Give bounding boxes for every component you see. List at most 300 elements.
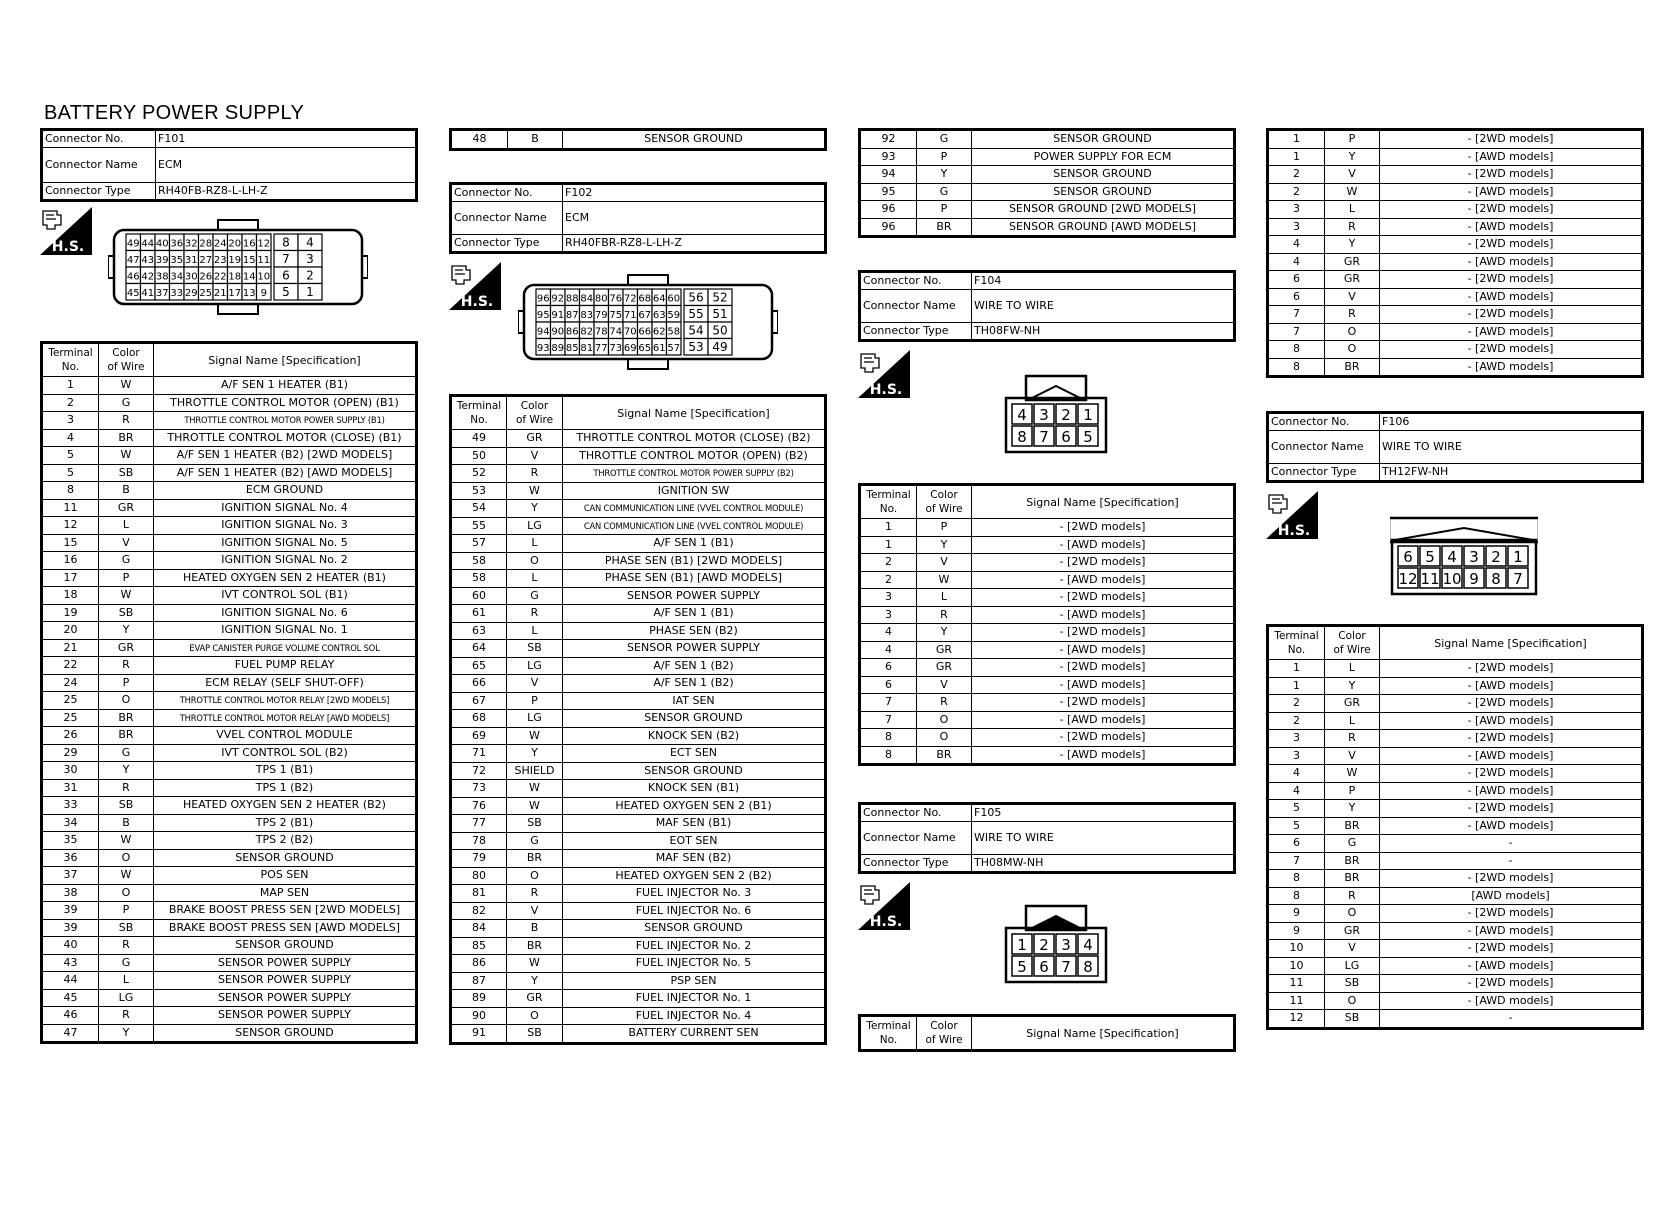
wire-color-cell: O [99, 849, 154, 867]
terminal-cell: 15 [42, 534, 99, 552]
signal-cell: FUEL INJECTOR No. 5 [563, 955, 826, 973]
pin-number: 61 [652, 343, 666, 354]
wire-color-cell: O [507, 1007, 563, 1025]
table-row [451, 605, 826, 623]
terminal-cell: 22 [42, 657, 99, 675]
signal-cell: FUEL INJECTOR No. 3 [563, 885, 826, 903]
table-row [42, 674, 417, 692]
table-row [1268, 148, 1643, 166]
f106-connector-info [1266, 411, 1644, 483]
signal-cell: A/F SEN 1 HEATER (B2) [2WD MODELS] [154, 447, 417, 465]
signal-cell: FUEL INJECTOR No. 1 [563, 990, 826, 1008]
signal-cell: SENSOR POWER SUPPLY [563, 587, 826, 605]
signal-cell: IVT CONTROL SOL (B1) [154, 587, 417, 605]
f105-connector-type: TH08MW-NH [972, 855, 1235, 873]
wire-color-cell: O [1325, 341, 1380, 359]
terminal-cell: 68 [451, 710, 507, 728]
table-row [1268, 975, 1643, 993]
terminal-cell: 65 [451, 657, 507, 675]
terminal-cell: 3 [1268, 730, 1325, 748]
wire-color-cell: Y [507, 972, 563, 990]
pin-number: 24 [213, 238, 227, 250]
table-row [42, 482, 417, 500]
table-row [451, 657, 826, 675]
terminal-cell: 2 [1268, 166, 1325, 184]
signal-cell: - [AWD models] [972, 571, 1235, 589]
terminal-cell: 36 [42, 849, 99, 867]
color-of-wire-header [917, 485, 972, 519]
terminal-no-header [860, 485, 917, 519]
f101-connector-diagram [108, 218, 368, 320]
pin-number: 73 [609, 343, 623, 354]
f101-connector-name: ECM [156, 148, 417, 183]
terminal-cell: 18 [42, 587, 99, 605]
signal-cell: CAN COMMUNICATION LINE (VVEL CONTROL MODULE) [563, 500, 826, 518]
terminal-cell: 3 [1268, 201, 1325, 219]
table-row [860, 624, 1235, 642]
wire-color-cell: R [99, 937, 154, 955]
wire-color-cell: W [99, 377, 154, 395]
wire-color-cell: LG [507, 517, 563, 535]
signal-cell: - [2WD models] [1380, 975, 1643, 993]
wire-color-cell: R [99, 412, 154, 430]
signal-cell: SENSOR GROUND [563, 130, 826, 150]
table-row [860, 536, 1235, 554]
pin-number: 3 [306, 252, 314, 266]
terminal-no-header [1268, 626, 1325, 660]
wire-color-cell: O [917, 729, 972, 747]
f105-wire-table [858, 1014, 1236, 1052]
signal-cell: SENSOR POWER SUPPLY [563, 640, 826, 658]
pin-number: 56 [688, 290, 704, 305]
signal-cell: TPS 1 (B2) [154, 779, 417, 797]
wire-color-cell: G [507, 587, 563, 605]
signal-cell: IGNITION SIGNAL No. 6 [154, 604, 417, 622]
f105-connector-name: WIRE TO WIRE [972, 822, 1235, 855]
wire-color-cell: Y [917, 624, 972, 642]
pin-number: 65 [638, 343, 652, 354]
pin-number: 1 [1083, 406, 1093, 424]
table-row [860, 589, 1235, 607]
table-header-row [451, 396, 826, 430]
terminal-cell: 95 [860, 183, 917, 201]
table-row [451, 535, 826, 553]
column-f101 [40, 128, 418, 202]
signal-cell: - [2WD models] [1380, 695, 1643, 713]
signal-cell: - [AWD models] [1380, 148, 1643, 166]
signal-cell: SENSOR GROUND [154, 937, 417, 955]
wire-color-cell: P [99, 902, 154, 920]
signal-cell: - [AWD models] [1380, 817, 1643, 835]
table-row [42, 744, 417, 762]
terminal-cell: 44 [42, 972, 99, 990]
terminal-cell: 40 [42, 937, 99, 955]
table-row [42, 1007, 417, 1025]
pin-number: 91 [551, 310, 565, 321]
terminal-cell: 81 [451, 885, 507, 903]
pin-number: 78 [594, 326, 608, 338]
pin-number: 90 [551, 326, 565, 338]
table-row [1268, 852, 1643, 870]
pin-number: 14 [242, 271, 256, 283]
signal-cell: - [AWD models] [972, 711, 1235, 729]
signal-cell: ECM RELAY (SELF SHUT-OFF) [154, 674, 417, 692]
wire-color-cell: B [508, 130, 563, 150]
terminal-cell: 64 [451, 640, 507, 658]
wire-color-cell: L [507, 622, 563, 640]
table-row [42, 657, 417, 675]
pin-number: 27 [199, 255, 213, 266]
terminal-cell: 39 [42, 902, 99, 920]
terminal-cell: 96 [860, 218, 917, 237]
wire-color-cell: R [917, 606, 972, 624]
wire-color-cell: B [99, 814, 154, 832]
connector-key [628, 359, 668, 369]
table-row [451, 430, 826, 448]
wire-color-cell: GR [507, 430, 563, 448]
wire-color-cell: R [1325, 887, 1380, 905]
terminal-no-header-line: Terminal [456, 400, 502, 412]
terminal-cell: 8 [1268, 887, 1325, 905]
terminal-no-header-line: No. [1287, 644, 1306, 656]
f102-connector-info [449, 182, 827, 254]
f106-wire-table-wrap [1266, 624, 1644, 1030]
connector-side-tab [108, 256, 114, 278]
signal-cell: HEATED OXYGEN SEN 2 HEATER (B2) [154, 797, 417, 815]
table-row [451, 885, 826, 903]
pin-number: 10 [257, 271, 271, 283]
wire-color-cell: SB [99, 604, 154, 622]
connector-type-label: Connector Type [451, 235, 563, 253]
color-of-wire-header [507, 396, 563, 430]
terminal-cell: 54 [451, 500, 507, 518]
signal-cell: PSP SEN [563, 972, 826, 990]
table-row [451, 482, 826, 500]
table-row [451, 850, 826, 868]
signal-cell: - [AWD models] [972, 641, 1235, 659]
column-f102 [449, 182, 827, 254]
pin-number: 40 [155, 238, 169, 250]
signal-cell: THROTTLE CONTROL MOTOR RELAY [AWD MODELS] [154, 709, 417, 727]
table-row [42, 884, 417, 902]
pin-number: 51 [712, 307, 728, 321]
pin-number: 96 [536, 293, 550, 305]
signal-cell: SENSOR GROUND [972, 166, 1235, 184]
f101-connector-no: F101 [156, 130, 417, 148]
wire-color-cell: R [507, 605, 563, 623]
pin-number: 41 [141, 288, 155, 299]
table-row [451, 955, 826, 973]
latch-marker [1032, 916, 1080, 928]
table-row [42, 639, 417, 657]
connector-latch [218, 220, 258, 230]
wire-color-cell: SB [99, 464, 154, 482]
terminal-cell: 17 [42, 569, 99, 587]
terminal-no-header-line: Terminal [48, 347, 93, 359]
table-row [860, 606, 1235, 624]
color-of-wire-header-line: Color [112, 347, 140, 359]
pin-number: 38 [155, 271, 169, 283]
hs-label: H.S. [460, 294, 494, 310]
table-row [1268, 800, 1643, 818]
table-row [860, 711, 1235, 729]
signal-cell: SENSOR GROUND [972, 130, 1235, 149]
color-of-wire-header-line: Color [930, 489, 958, 501]
signal-cell: - [2WD models] [1380, 870, 1643, 888]
table-row [1268, 835, 1643, 853]
color-of-wire-header-line: Color [930, 1020, 958, 1032]
signal-cell: THROTTLE CONTROL MOTOR POWER SUPPLY (B1) [154, 412, 417, 430]
terminal-cell: 8 [860, 746, 917, 765]
column-f104 [858, 270, 1236, 342]
pin-number: 34 [170, 271, 184, 283]
table-row [42, 377, 417, 395]
pin-number: 60 [667, 293, 681, 305]
table-row [860, 746, 1235, 765]
terminal-no-header-line: Terminal [866, 489, 911, 501]
color-of-wire-header [99, 343, 154, 377]
pin-number: 5 [1083, 428, 1093, 446]
table-row [860, 641, 1235, 659]
table-row [42, 709, 417, 727]
terminal-cell: 34 [42, 814, 99, 832]
hs-icon [40, 207, 92, 255]
wire-color-cell: R [99, 1007, 154, 1025]
hand-icon [43, 211, 61, 229]
wire-color-cell: L [507, 570, 563, 588]
terminal-cell: 43 [42, 954, 99, 972]
pin-number: 49 [712, 340, 728, 354]
terminal-cell: 6 [860, 676, 917, 694]
terminal-no-header [860, 1016, 917, 1051]
wire-color-cell: R [507, 885, 563, 903]
signal-cell: THROTTLE CONTROL MOTOR POWER SUPPLY (B2) [563, 465, 826, 483]
table-row [42, 412, 417, 430]
wire-color-cell: V [917, 554, 972, 572]
pin-number: 23 [213, 255, 227, 266]
f102-wire-table [449, 394, 827, 1045]
table-row [451, 727, 826, 745]
pin-number: 68 [638, 293, 652, 305]
wire-color-cell: BR [917, 218, 972, 237]
pin-number: 2 [1491, 548, 1501, 566]
table-row [42, 762, 417, 780]
wire-color-cell: P [1325, 782, 1380, 800]
wire-color-cell: Y [99, 622, 154, 640]
signal-cell: IGNITION SIGNAL No. 4 [154, 499, 417, 517]
pin-number: 67 [638, 310, 652, 321]
signal-cell: - [AWD models] [1380, 323, 1643, 341]
table-row [42, 604, 417, 622]
hs-icon [858, 350, 910, 398]
table-row [1268, 765, 1643, 783]
pin-number: 55 [688, 307, 704, 321]
terminal-cell: 33 [42, 797, 99, 815]
terminal-cell: 2 [42, 394, 99, 412]
table-header-row [860, 1016, 1235, 1051]
table-row [42, 989, 417, 1007]
terminal-cell: 57 [451, 535, 507, 553]
table-row [1268, 992, 1643, 1010]
wire-color-cell: L [507, 535, 563, 553]
terminal-cell: 37 [42, 867, 99, 885]
terminal-no-header-line: No. [470, 414, 488, 426]
pin-number: 62 [652, 326, 666, 338]
f101-connector-type: RH40FB-RZ8-L-LH-Z [156, 183, 417, 201]
wire-color-cell: BR [1325, 817, 1380, 835]
f102-wire-table-wrap [449, 394, 827, 1045]
signal-cell: FUEL PUMP RELAY [154, 657, 417, 675]
wire-color-cell: V [1325, 166, 1380, 184]
table-row [860, 519, 1235, 537]
wire-color-cell: O [917, 711, 972, 729]
signal-cell: IGNITION SIGNAL No. 1 [154, 622, 417, 640]
pin-number: 75 [609, 310, 623, 321]
wire-color-cell: O [99, 884, 154, 902]
f104-wire-table-wrap [858, 483, 1236, 766]
wire-color-cell: W [507, 780, 563, 798]
terminal-cell: 92 [860, 130, 917, 149]
terminal-cell: 1 [1268, 130, 1325, 149]
wire-color-cell: W [99, 587, 154, 605]
pin-number: 35 [170, 255, 184, 266]
terminal-cell: 3 [860, 606, 917, 624]
connector-latch [1390, 518, 1538, 542]
terminal-cell: 47 [42, 1024, 99, 1043]
pin-number: 4 [1447, 548, 1457, 566]
wire-color-cell: L [1325, 712, 1380, 730]
connector-side-tab [518, 311, 524, 333]
table-row [860, 694, 1235, 712]
signal-cell: SENSOR GROUND [154, 849, 417, 867]
table-row [451, 867, 826, 885]
table-row [860, 571, 1235, 589]
terminal-cell: 5 [42, 447, 99, 465]
f105-connector-diagram [1004, 904, 1108, 988]
pin-number: 30 [184, 271, 198, 283]
signal-cell: IAT SEN [563, 692, 826, 710]
pin-number: 6 [1061, 428, 1071, 446]
table-row [42, 534, 417, 552]
connector-side-tab [362, 256, 368, 278]
terminal-cell: 24 [42, 674, 99, 692]
table-row [1268, 940, 1643, 958]
wire-color-cell: G [99, 394, 154, 412]
signal-cell: - [AWD models] [1380, 218, 1643, 236]
table-header-row [1268, 626, 1643, 660]
pin-number: 19 [228, 255, 242, 266]
signal-cell: - [2WD models] [972, 589, 1235, 607]
terminal-cell: 93 [860, 148, 917, 166]
pin-number: 77 [594, 343, 608, 354]
terminal-cell: 91 [451, 1025, 507, 1044]
table-row [1268, 957, 1643, 975]
connector-type-label: Connector Type [1268, 464, 1380, 482]
signal-cell: PHASE SEN (B2) [563, 622, 826, 640]
terminal-cell: 58 [451, 570, 507, 588]
color-of-wire-header-line: of Wire [107, 361, 145, 373]
terminal-cell: 5 [1268, 800, 1325, 818]
wire-color-cell: G [917, 130, 972, 149]
signal-cell: A/F SEN 1 (B1) [563, 605, 826, 623]
terminal-cell: 9 [1268, 905, 1325, 923]
signal-cell: THROTTLE CONTROL MOTOR (CLOSE) (B2) [563, 430, 826, 448]
wire-color-cell: V [507, 675, 563, 693]
wire-color-cell: BR [507, 850, 563, 868]
terminal-cell: 61 [451, 605, 507, 623]
wire-color-cell: GR [507, 990, 563, 1008]
table-row [451, 447, 826, 465]
table-row [860, 130, 1235, 149]
signal-cell: ECM GROUND [154, 482, 417, 500]
table-row [42, 587, 417, 605]
signal-cell: SENSOR GROUND [563, 762, 826, 780]
wire-color-cell: P [507, 692, 563, 710]
pin-number: 17 [228, 288, 242, 299]
wire-color-cell: O [1325, 323, 1380, 341]
wire-color-cell: P [917, 148, 972, 166]
hs-label: H.S. [1277, 523, 1311, 539]
signal-cell: - [2WD models] [1380, 341, 1643, 359]
connector-name-label: Connector Name [42, 148, 156, 183]
wire-color-cell: G [99, 744, 154, 762]
terminal-cell: 52 [451, 465, 507, 483]
terminal-cell: 2 [1268, 712, 1325, 730]
signal-cell: - [AWD models] [1380, 922, 1643, 940]
wire-color-cell: BR [99, 727, 154, 745]
terminal-cell: 31 [42, 779, 99, 797]
wire-color-cell: BR [99, 429, 154, 447]
signal-cell: BRAKE BOOST PRESS SEN [AWD MODELS] [154, 919, 417, 937]
connector-type-label: Connector Type [860, 323, 972, 341]
wire-color-cell: SB [1325, 975, 1380, 993]
table-row [451, 990, 826, 1008]
pin-number: 3 [1039, 406, 1049, 424]
terminal-cell: 77 [451, 815, 507, 833]
pin-number: 11 [1420, 570, 1440, 588]
table-row [42, 447, 417, 465]
pin-number: 1 [306, 285, 314, 299]
wire-color-cell: P [99, 674, 154, 692]
pin-number: 4 [306, 235, 314, 250]
table-row [451, 570, 826, 588]
signal-name-header: Signal Name [Specification] [154, 343, 417, 377]
table-row [451, 937, 826, 955]
pin-number: 13 [242, 288, 256, 299]
table-row [860, 148, 1235, 166]
pin-number: 36 [170, 238, 184, 250]
signal-cell: - [2WD models] [1380, 660, 1643, 678]
wire-color-cell: Y [1325, 800, 1380, 818]
color-of-wire-header [917, 1016, 972, 1051]
terminal-cell: 89 [451, 990, 507, 1008]
pin-number: 39 [155, 255, 169, 266]
table-row [42, 954, 417, 972]
table-row [1268, 905, 1643, 923]
terminal-cell: 46 [42, 1007, 99, 1025]
table-row [451, 640, 826, 658]
table-row [451, 130, 826, 150]
table-row [1268, 677, 1643, 695]
pin-number: 1 [1017, 936, 1027, 954]
table-row [1268, 922, 1643, 940]
wire-color-cell: GR [1325, 695, 1380, 713]
color-of-wire-header-line: Color [1338, 630, 1366, 642]
table-row [1268, 695, 1643, 713]
table-row [42, 499, 417, 517]
table-row [1268, 712, 1643, 730]
signal-cell: - [2WD models] [972, 729, 1235, 747]
